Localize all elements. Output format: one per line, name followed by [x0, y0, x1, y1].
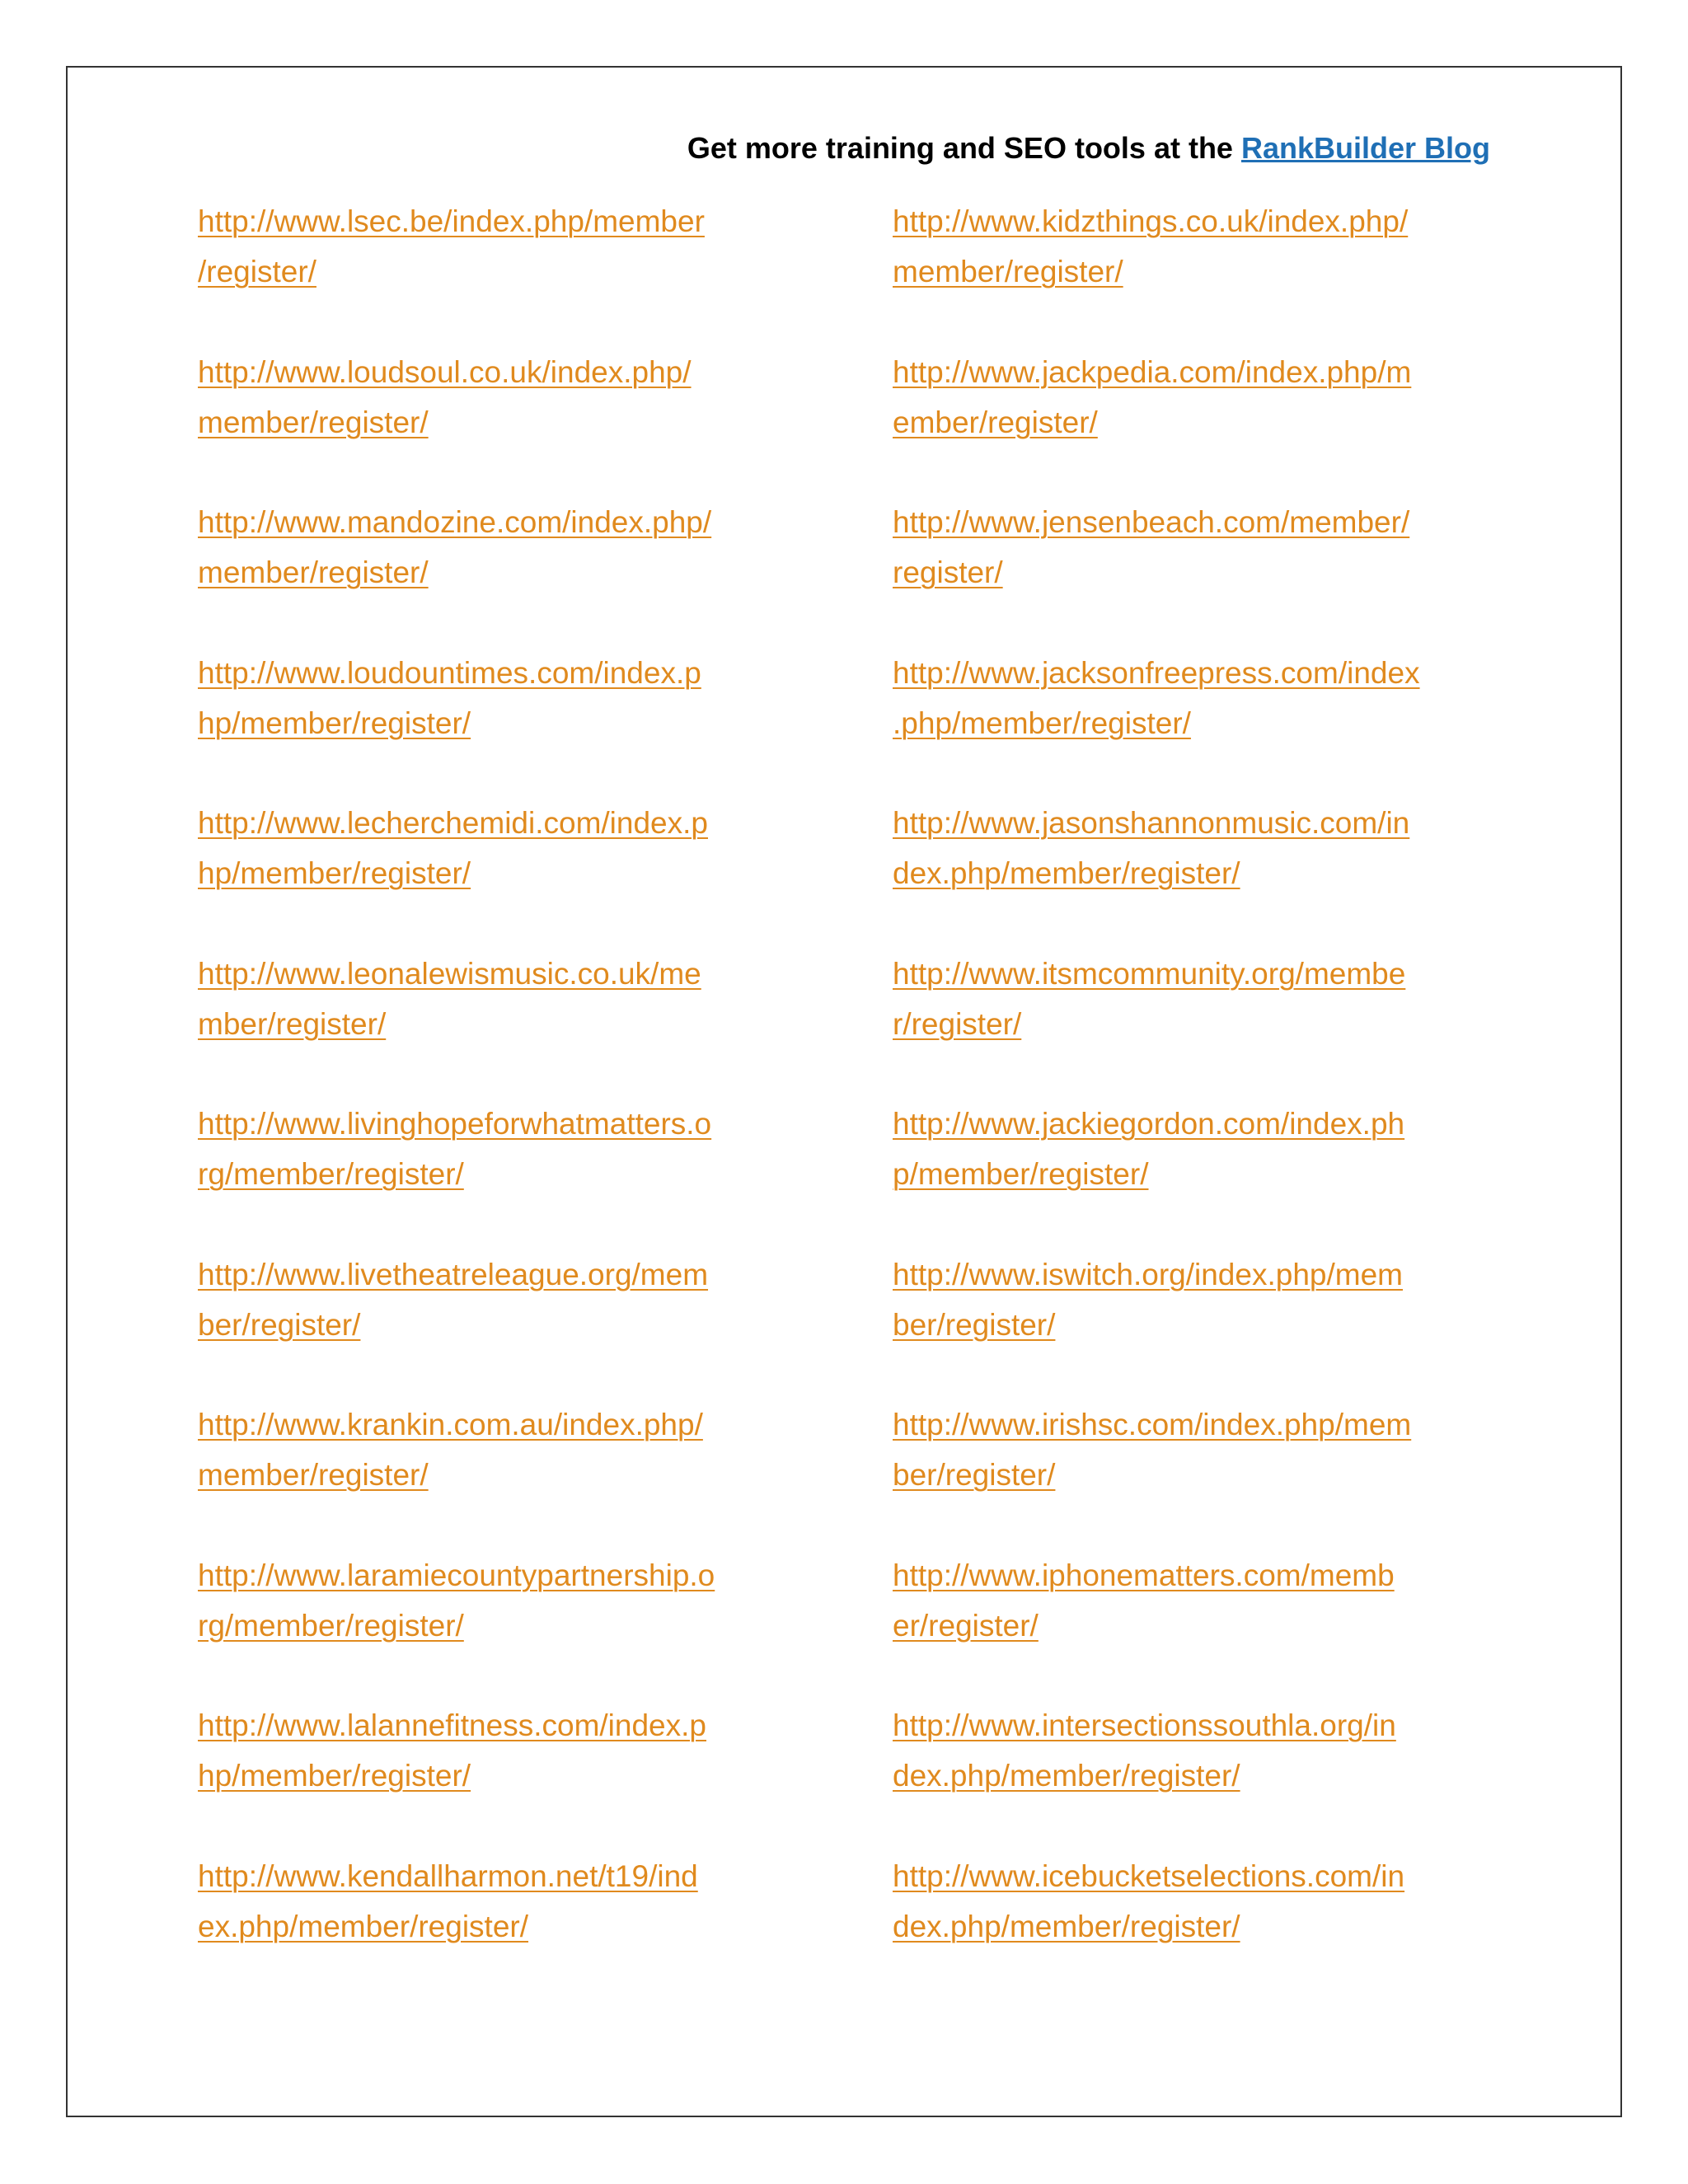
member-register-link[interactable]	[198, 1399, 799, 1500]
url-line-1: http://www.iswitch.org/index.php/mem	[893, 1257, 1403, 1291]
url-list-item	[893, 1399, 1494, 1550]
url-line-2: hp/member/register/	[198, 1759, 471, 1793]
url-line-1: http://www.leonalewismusic.co.uk/me	[198, 956, 701, 991]
url-line-1: http://www.lecherchemidi.com/index.p	[198, 806, 708, 840]
url-list-item	[893, 1851, 1494, 2002]
url-line-2: dex.php/member/register/	[893, 856, 1240, 890]
url-line-2: member/register/	[893, 255, 1123, 288]
url-line-2: /register/	[198, 255, 316, 288]
member-register-link[interactable]	[198, 798, 799, 898]
url-line-1: http://www.itsmcommunity.org/membe	[893, 956, 1406, 991]
url-list-item	[893, 347, 1494, 498]
url-line-2: ember/register/	[893, 405, 1098, 439]
member-register-link[interactable]	[893, 196, 1494, 297]
url-line-1: http://www.jacksonfreepress.com/index	[893, 655, 1420, 690]
url-line-2: ex.php/member/register/	[198, 1909, 529, 1943]
url-line-2: register/	[893, 555, 1003, 589]
url-line-1: http://www.kendallharmon.net/t19/ind	[198, 1858, 698, 1893]
url-list-item	[198, 1099, 799, 1249]
url-line-2: dex.php/member/register/	[893, 1909, 1240, 1943]
member-register-link[interactable]	[893, 1700, 1494, 1801]
member-register-link[interactable]	[893, 497, 1494, 598]
member-register-link[interactable]	[893, 798, 1494, 898]
url-line-1: http://www.livinghopeforwhatmatters.o	[198, 1107, 712, 1141]
url-line-2: rg/member/register/	[198, 1608, 464, 1643]
url-list-item	[198, 497, 799, 648]
url-line-2: ber/register/	[893, 1307, 1056, 1342]
url-line-1: http://www.laramiecountypartnership.o	[198, 1558, 715, 1592]
url-line-2: r/register/	[893, 1006, 1022, 1041]
url-list-item	[198, 347, 799, 498]
url-line-2: mber/register/	[198, 1006, 387, 1041]
member-register-link[interactable]	[893, 1249, 1494, 1350]
url-line-2: er/register/	[893, 1608, 1039, 1643]
header-text: Get more training and SEO tools at the	[687, 131, 1241, 165]
url-list-item	[198, 1700, 799, 1851]
member-register-link[interactable]	[198, 497, 799, 598]
url-line-2: ber/register/	[893, 1458, 1056, 1492]
member-register-link[interactable]	[893, 1099, 1494, 1199]
url-list-item	[893, 798, 1494, 949]
member-register-link[interactable]	[198, 196, 799, 297]
url-list-item	[198, 648, 799, 799]
url-list-item	[198, 1550, 799, 1701]
member-register-link[interactable]	[198, 1099, 799, 1199]
url-line-1: http://www.loudsoul.co.uk/index.php/	[198, 354, 692, 389]
member-register-link[interactable]	[198, 347, 799, 448]
url-line-1: http://www.loudountimes.com/index.p	[198, 655, 701, 690]
url-line-1: http://www.jensenbeach.com/member/	[893, 505, 1410, 539]
left-url-column	[198, 196, 799, 2001]
url-line-1: http://www.livetheatreleague.org/mem	[198, 1257, 709, 1291]
url-line-1: http://www.kidzthings.co.uk/index.php/	[893, 204, 1409, 238]
member-register-link[interactable]	[198, 1550, 799, 1651]
url-line-2: hp/member/register/	[198, 856, 471, 890]
url-line-2: member/register/	[198, 1458, 429, 1492]
member-register-link[interactable]	[893, 347, 1494, 448]
url-line-1: http://www.jackpedia.com/index.php/m	[893, 354, 1412, 389]
url-list-item	[198, 798, 799, 949]
url-list-item	[893, 949, 1494, 1099]
url-line-1: http://www.irishsc.com/index.php/mem	[893, 1408, 1412, 1441]
url-line-2: hp/member/register/	[198, 705, 471, 740]
url-list-item	[893, 648, 1494, 799]
url-line-1: http://www.jasonshannonmusic.com/in	[893, 806, 1410, 840]
url-line-1: http://www.mandozine.com/index.php/	[198, 505, 712, 539]
url-list-item	[893, 196, 1494, 347]
member-register-link[interactable]	[198, 648, 799, 748]
url-line-1: http://www.intersectionssouthla.org/in	[893, 1708, 1396, 1742]
url-line-2: dex.php/member/register/	[893, 1759, 1240, 1793]
rankbuilder-blog-link[interactable]: RankBuilder Blog	[1240, 131, 1490, 165]
member-register-link[interactable]	[198, 1851, 799, 1952]
page-header	[198, 129, 1490, 168]
url-list-item	[893, 1700, 1494, 1851]
member-register-link[interactable]	[198, 1700, 799, 1801]
url-line-1: http://www.lalannefitness.com/index.p	[198, 1708, 706, 1742]
url-list-item	[198, 1851, 799, 2002]
right-url-column	[893, 196, 1494, 2001]
member-register-link[interactable]	[893, 648, 1494, 748]
url-line-1: http://www.iphonematters.com/memb	[893, 1558, 1395, 1592]
url-line-1: http://www.krankin.com.au/index.php/	[198, 1408, 703, 1441]
url-line-1: http://www.icebucketselections.com/in	[893, 1858, 1405, 1893]
url-list-item	[893, 1550, 1494, 1701]
member-register-link[interactable]	[893, 1851, 1494, 1952]
member-register-link[interactable]	[893, 1550, 1494, 1651]
url-line-2: rg/member/register/	[198, 1157, 464, 1191]
member-register-link[interactable]	[893, 1399, 1494, 1500]
member-register-link[interactable]	[893, 949, 1494, 1049]
url-list-item	[198, 196, 799, 347]
url-line-1: http://www.jackiegordon.com/index.ph	[893, 1107, 1405, 1141]
url-list-item	[198, 1249, 799, 1400]
url-list-item	[198, 1399, 799, 1550]
url-line-1: http://www.lsec.be/index.php/member	[198, 204, 705, 238]
url-line-2: member/register/	[198, 405, 429, 439]
url-line-2: member/register/	[198, 555, 429, 589]
url-list-item	[893, 497, 1494, 648]
url-line-2: .php/member/register/	[893, 705, 1191, 740]
member-register-link[interactable]	[198, 1249, 799, 1350]
member-register-link[interactable]	[198, 949, 799, 1049]
url-list-item	[893, 1249, 1494, 1400]
url-line-2: p/member/register/	[893, 1157, 1149, 1191]
url-list-item	[893, 1099, 1494, 1249]
url-line-2: ber/register/	[198, 1307, 361, 1342]
url-list-item	[198, 949, 799, 1099]
